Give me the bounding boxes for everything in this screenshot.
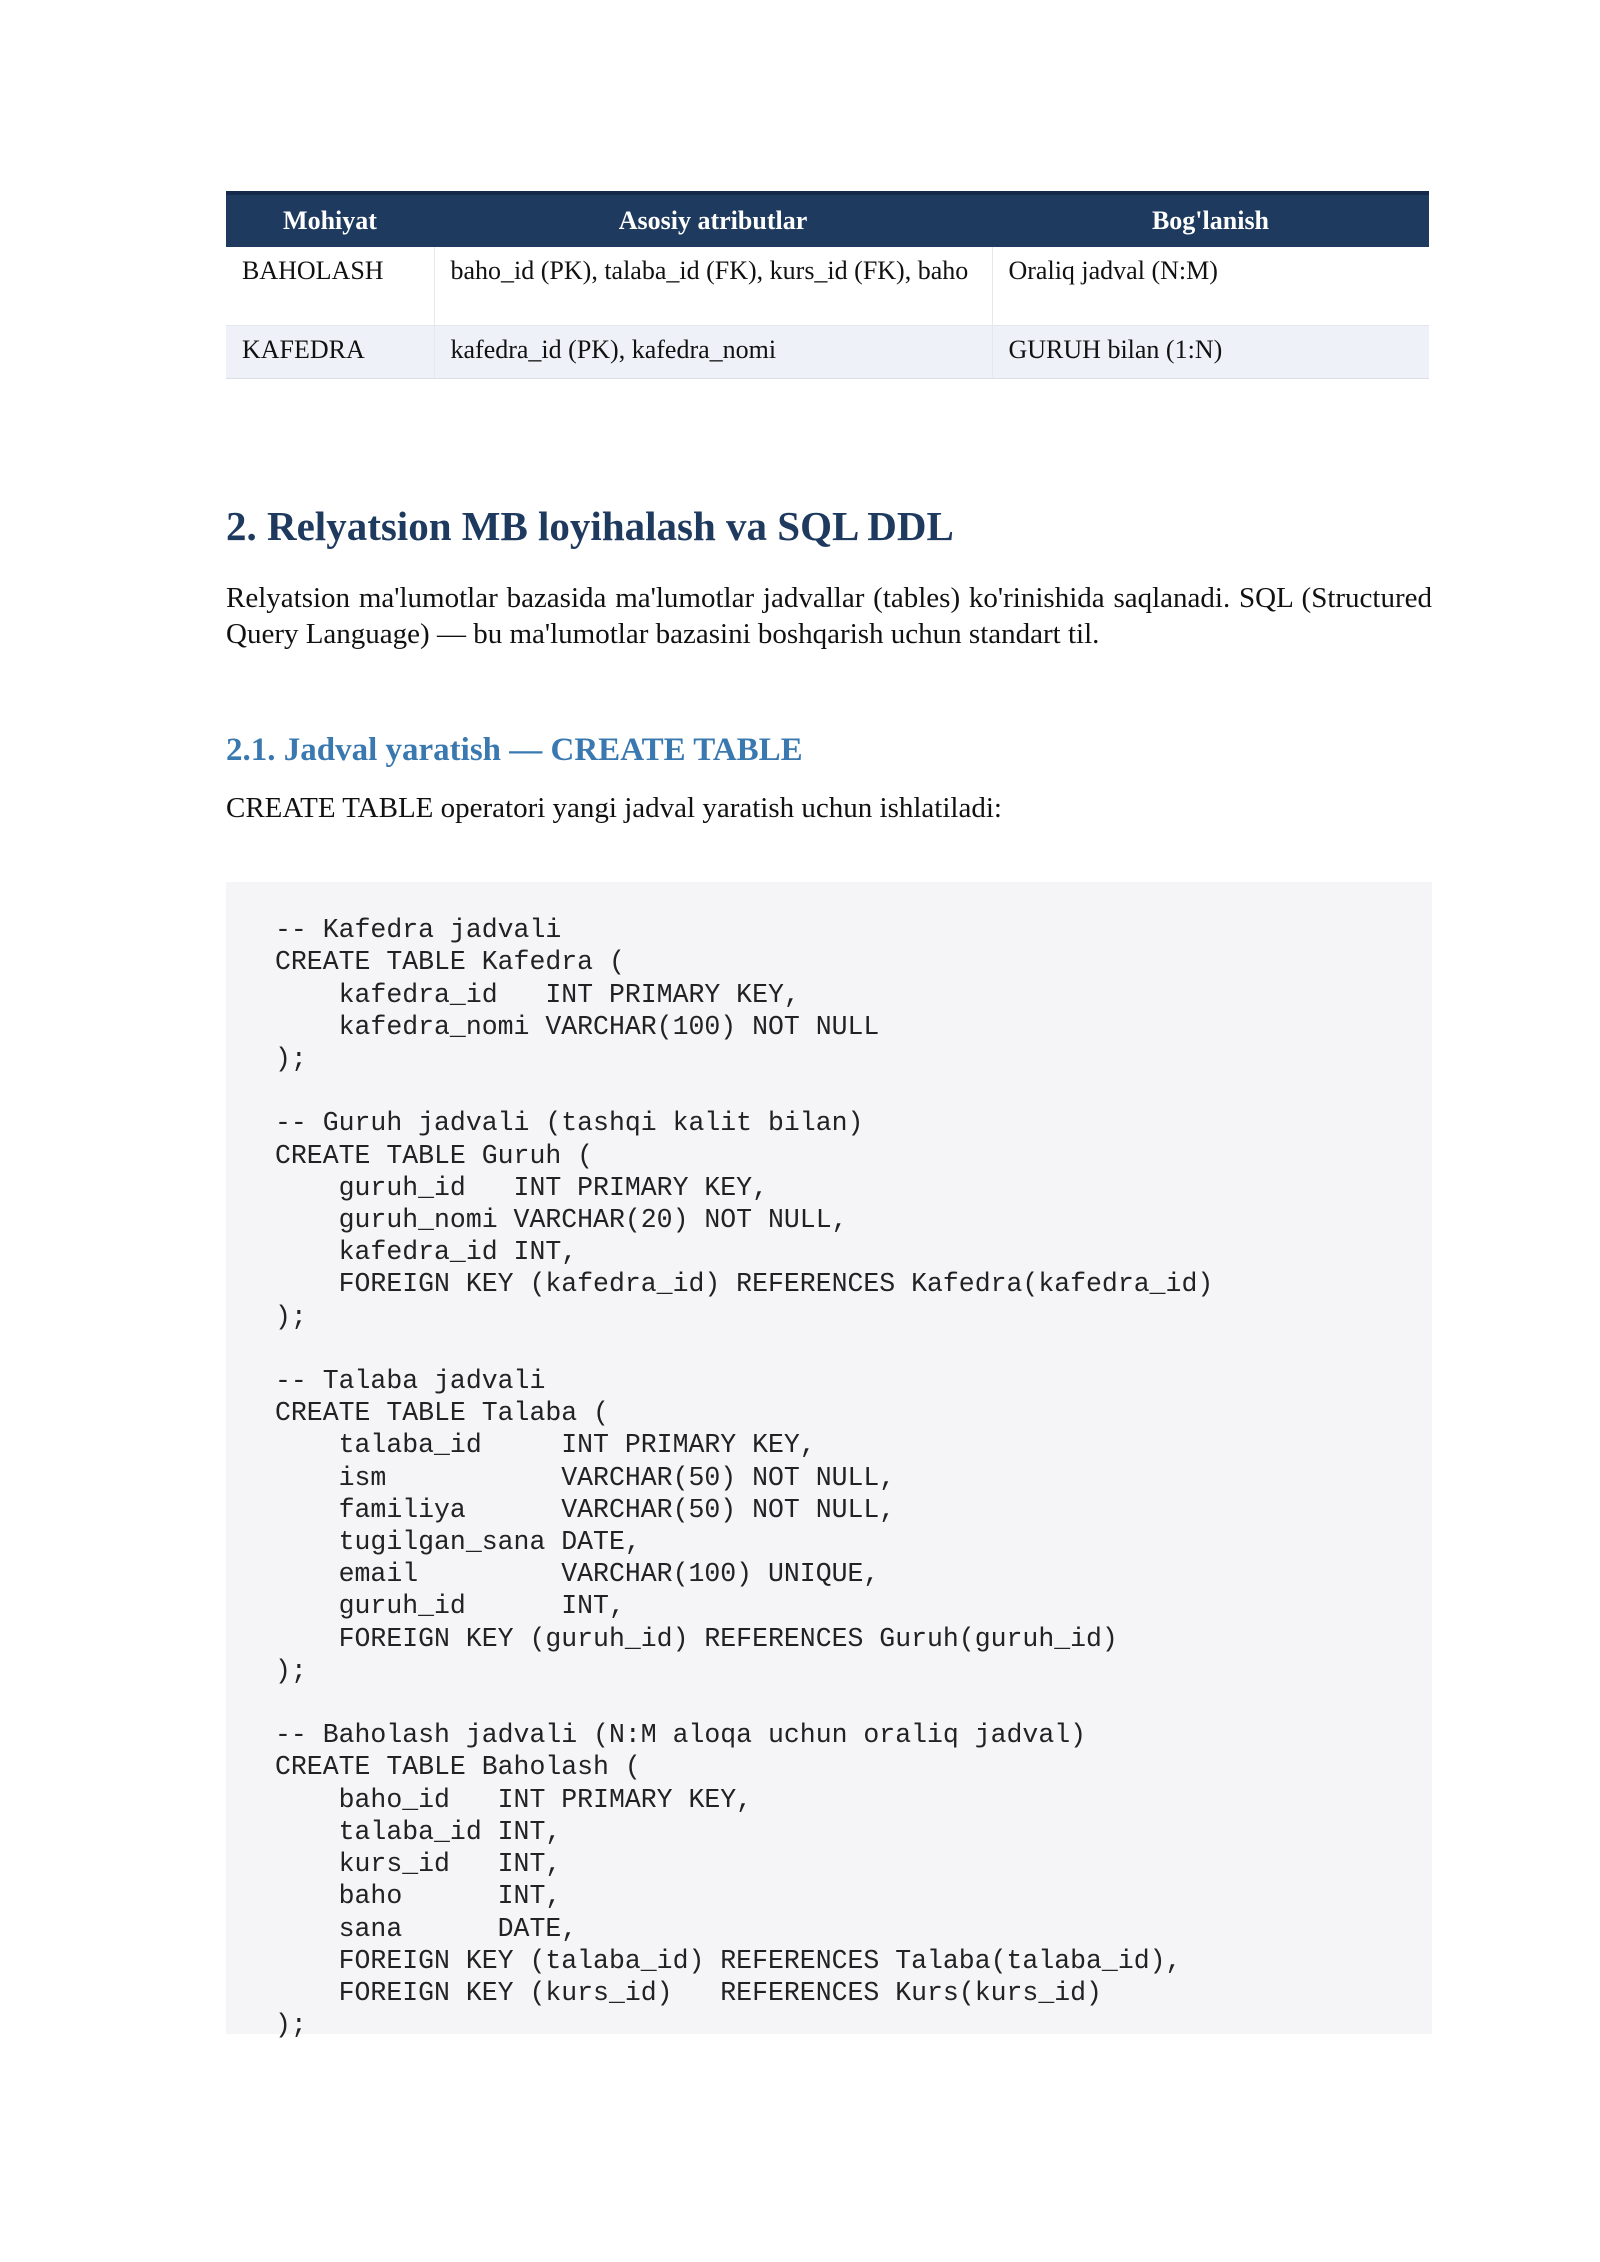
subsection-paragraph: CREATE TABLE operatori yangi jadval yaratish uchun ishlatiladi: bbox=[226, 792, 1002, 824]
entity-table bbox=[226, 191, 1429, 379]
table-cell: baho_id (PK), talaba_id (FK), kurs_id (FK), baho bbox=[434, 247, 992, 326]
table-header-cell: Bog'lanish bbox=[992, 193, 1429, 247]
subsection-heading: 2.1. Jadval yaratish — CREATE TABLE bbox=[226, 732, 803, 768]
table-cell: GURUH bilan (1:N) bbox=[992, 326, 1429, 379]
table-cell: kafedra_id (PK), kafedra_nomi bbox=[434, 326, 992, 379]
table-header-row bbox=[226, 193, 1429, 247]
sql-code: -- Kafedra jadvali CREATE TABLE Kafedra ( kafedra_id INT PRIMARY KEY, kafedra_nomi VARCHAR(100) NOT NULL ); -- Guruh jadvali (tashqi kalit bilan) CREATE TABLE Guruh ( guruh_id INT PRIMARY KEY, guruh_nomi VARCHAR(20) NOT NULL, kafedra_id INT, FOREIGN KEY (kafedra_id) REFERENCES Kafedra(kafedra_id) ); -- Talaba jadvali CREATE TABLE Talaba ( talaba_id INT PRIMARY KEY, ism VARCHAR(50) NOT NULL, familiya VARCHAR(50) NOT NULL, tugilgan_sana DATE, email VARCHAR(100) UNIQUE, guruh_id INT, FOREIGN KEY (guruh_id) REFERENCES Guruh(guruh_id) ); -- Baholash jadvali (N:M aloqa uchun oraliq jadval) CREATE TABLE Baholash ( baho_id INT PRIMARY KEY, talaba_id INT, kurs_id INT, baho INT, sana DATE, FOREIGN KEY (talaba_id) REFERENCES Talaba(talaba_id), FOREIGN KEY (kurs_id) REFERENCES Kurs(kurs_id) ); bbox=[275, 915, 1214, 2041]
table-row bbox=[226, 247, 1429, 326]
section-paragraph: Relyatsion ma'lumotlar bazasida ma'lumotlar jadvallar (tables) ko'rinishida saqlanadi. SQL (Structured Query Language) — bu ma'lumotlar bazasini boshqarish uchun standart til. bbox=[226, 582, 1432, 650]
table-cell: BAHOLASH bbox=[226, 247, 434, 326]
table-cell: Oraliq jadval (N:M) bbox=[992, 247, 1429, 326]
table-header-cell: Mohiyat bbox=[226, 193, 434, 247]
table-header-cell: Asosiy atributlar bbox=[434, 193, 992, 247]
code-block bbox=[226, 882, 1432, 2041]
table-cell: KAFEDRA bbox=[226, 326, 434, 379]
section-heading: 2. Relyatsion MB loyihalash va SQL DDL bbox=[226, 503, 954, 549]
table-row bbox=[226, 326, 1429, 379]
